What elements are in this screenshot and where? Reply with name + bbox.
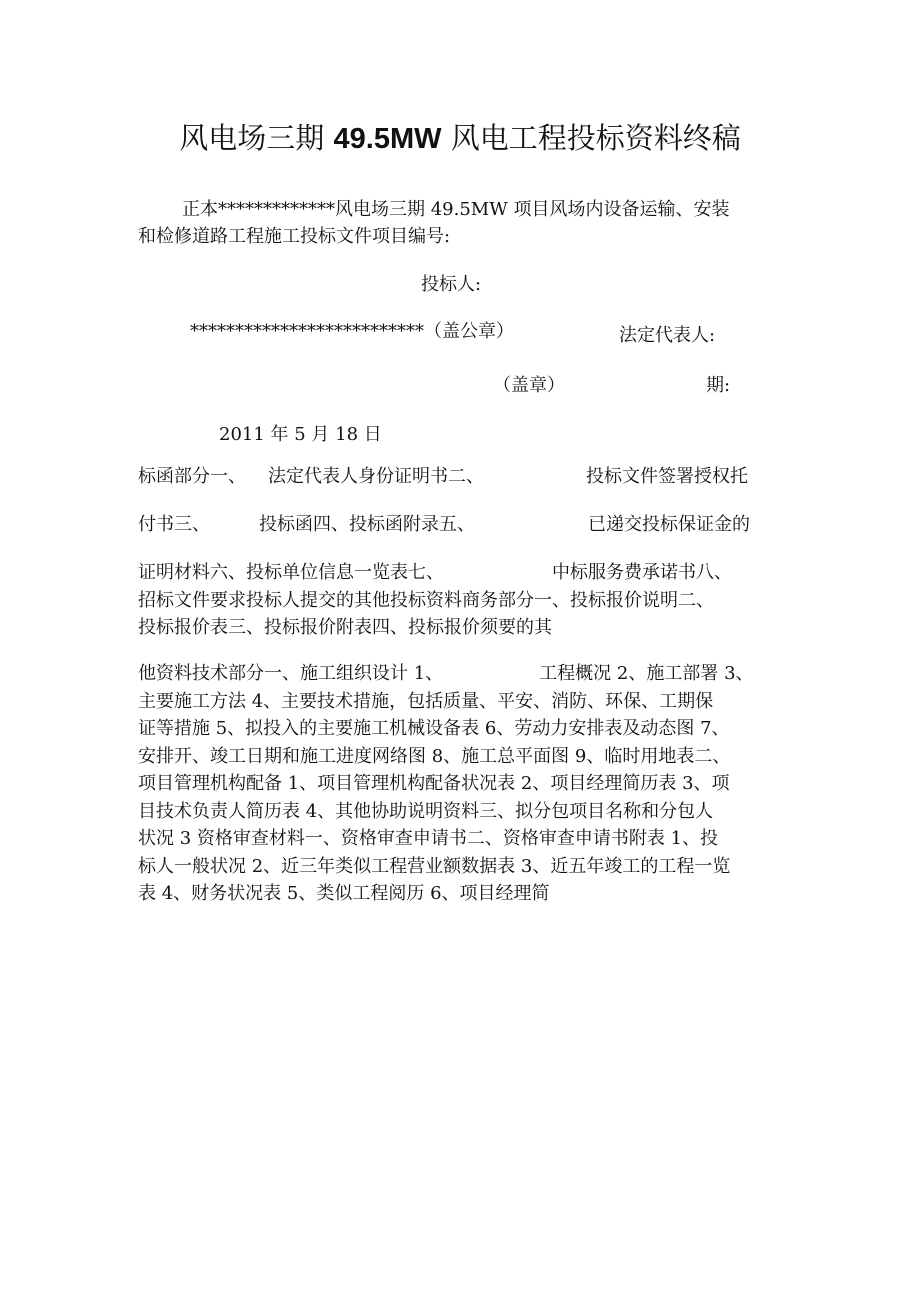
contents-block-2-row	[138, 798, 798, 826]
contents-block-1	[138, 559, 798, 642]
contents-text: 状况 3 资格审查材料一、资格审查申请书二、资格审查申请书附表 1、投	[138, 828, 719, 849]
contents-text: 安排开、竣工日期和施工进度网络图 8、施工总平面图 9、临时用地表二、	[138, 745, 731, 767]
contents-block-2-row	[138, 825, 798, 853]
contents-block-2	[138, 660, 798, 908]
contents-text: 项目管理机构配备 1、项目管理机构配备状况表 2、项目经理简历表 3、项	[138, 773, 730, 794]
date-value: 2011 年 5 月 18 日	[219, 424, 382, 445]
contents-block-2-row	[138, 853, 798, 881]
contents-row-1-c: 投标文件签署授权托	[586, 466, 748, 487]
contents-block-1-row	[138, 614, 798, 642]
title-prefix: 风电场三期	[179, 121, 334, 155]
contents-text: 投标报价表三、投标报价附表四、投标报价须要的其	[138, 617, 552, 638]
seal-label: （盖章）	[493, 375, 565, 396]
bidder-label: 投标人:	[421, 274, 482, 295]
contents-block-2-row	[138, 715, 798, 743]
contents-row-2-c: 已递交投标保证金的	[588, 514, 750, 535]
contents-text: 主要施工方法 4、主要技术措施，包括质量、平安、消防、环保、工期保	[138, 690, 714, 712]
contents-row-2-b: 投标函四、投标函附录五、	[259, 514, 475, 535]
contents-text: 招标文件要求投标人提交的其他投标资料商务部分一、投标报价说明二、	[138, 589, 714, 611]
contents-text: 目技术负责人简历表 4、其他协助说明资料三、拟分包项目名称和分包人	[138, 800, 714, 822]
contents-block-2-row	[138, 880, 798, 908]
date-label: 期:	[706, 375, 731, 396]
document-title	[0, 118, 920, 159]
title-suffix: 风电工程投标资料终稿	[441, 121, 741, 155]
intro-line-2: 和检修道路工程施工投标文件项目编号:	[138, 226, 451, 247]
contents-text: 标人一般状况 2、近三年类似工程营业额数据表 3、近五年竣工的工程一览	[138, 855, 731, 877]
legal-representative-label: 法定代表人:	[619, 325, 716, 346]
contents-block-2-row	[138, 688, 798, 716]
contents-row-2-a: 付书三、	[138, 514, 210, 535]
contents-row-1-a: 标函部分一、	[138, 466, 246, 487]
title-number: 49.5MW	[333, 123, 442, 155]
contents-block-1-row	[138, 587, 798, 615]
contents-block-2-row	[138, 660, 798, 688]
contents-block-2-row	[138, 743, 798, 771]
contents-text: 证等措施 5、拟投入的主要施工机械设备表 6、劳动力安排表及动态图 7、	[138, 718, 730, 739]
contents-block-1-row	[138, 559, 798, 587]
contents-text: 工程概况 2、施工部署 3、	[539, 663, 754, 684]
contents-text: 表 4、财务状况表 5、类似工程阅历 6、项目经理简	[138, 883, 550, 904]
contents-row-1-b: 法定代表人身份证明书二、	[268, 466, 484, 487]
contents-block-2-row	[138, 770, 798, 798]
bidder-seal-line: **************************（盖公章）	[190, 321, 514, 342]
contents-text: 中标服务费承诺书八、	[552, 562, 732, 583]
intro-line-1: 正本*************风电场三期 49.5MW 项目风场内设备运输、安装	[182, 199, 730, 220]
contents-text: 他资料技术部分一、施工组织设计 1、	[138, 663, 444, 684]
contents-text: 证明材料六、投标单位信息一览表七、	[138, 562, 444, 583]
